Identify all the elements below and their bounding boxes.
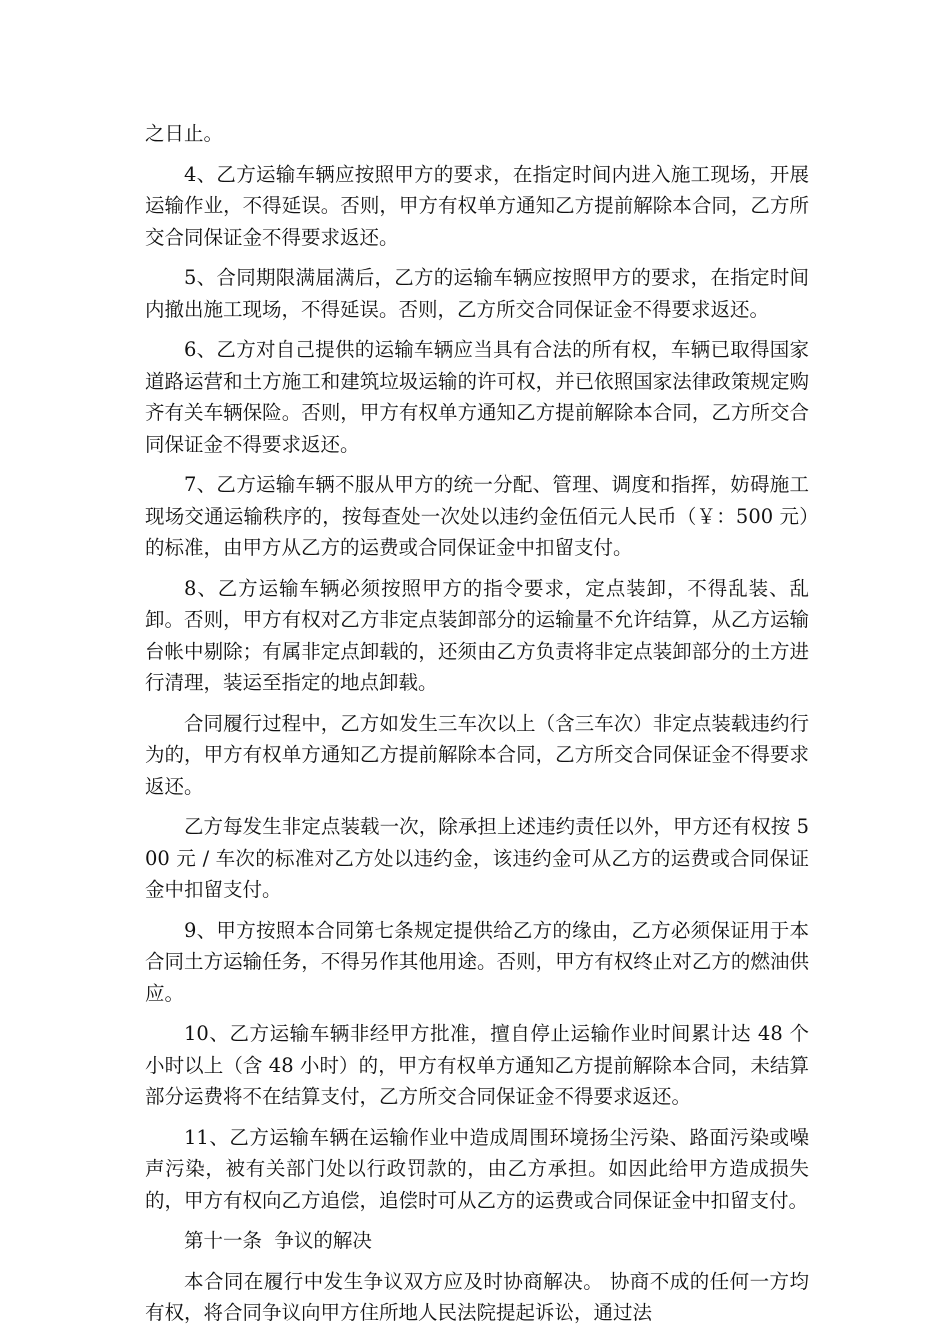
clause-4: 4、乙方运输车辆应按照甲方的要求，在指定时间内进入施工现场，开展运输作业，不得延误。否则，甲方有权单方通知乙方提前解除本合同，乙方所交合同保证金不得要求返还。 [145, 162, 809, 249]
clause-9: 9、甲方按照本合同第七条规定提供给乙方的缘由，乙方必须保证用于本合同土方运输任务，不得另作其他用途。否则，甲方有权终止对乙方的燃油供应。 [145, 918, 809, 1005]
clause-6: 6、乙方对自己提供的运输车辆应当具有合法的所有权，车辆已取得国家道路运营和土方施工和建筑垃圾运输的许可权，并已依照国家法律政策规定购齐有关车辆保险。否则，甲方有权单方通知乙方提前解除本合同，乙方所交合同保证金不得要求返还。 [145, 338, 809, 456]
clause-8-detail-2: 乙方每发生非定点装载一次，除承担上述违约责任以外，甲方还有权按 500 元 / 车次的标准对乙方处以违约金，该违约金可从乙方的运费或合同保证金中扣留支付。 [145, 815, 809, 901]
dispute-resolution-paragraph: 本合同在履行中发生争议双方应及时协商解决。 协商不成的任何一方均有权，将合同争议向甲方住所地人民法院提起诉讼，通过法 [145, 1269, 809, 1324]
clause-11: 11、乙方运输车辆在运输作业中造成周围环境扬尘污染、路面污染或噪声污染，被有关部门处以行政罚款的，由乙方承担。如因此给甲方造成损失的，甲方有权向乙方追偿，追偿时可从乙方的运费或合同保证金中扣留支付。 [145, 1125, 809, 1212]
clause-10: 10、乙方运输车辆非经甲方批准，擅自停止运输作业时间累计达 48 个小时以上（含 48 小时）的，甲方有权单方通知乙方提前解除本合同，未结算部分运费将不在结算支付，乙方所交合同保证金不得要求返还。 [145, 1022, 809, 1108]
document-page [145, 118, 809, 1338]
article-heading: 第十一条 争议的解决 [184, 1229, 372, 1252]
clause-8-detail-1: 合同履行过程中，乙方如发生三车次以上（含三车次）非定点装载违约行为的，甲方有权单方通知乙方提前解除本合同，乙方所交合同保证金不得要求返还。 [145, 711, 809, 798]
paragraph-continuation: 之日止。 [145, 122, 224, 145]
clause-8: 8、乙方运输车辆必须按照甲方的指令要求，定点装卸，不得乱装、乱卸。否则，甲方有权对乙方非定点装卸部分的运输量不允许结算，从乙方运输台帐中剔除；有属非定点卸载的，还须由乙方负责将非定点装卸部分的土方进行清理，装运至指定的地点卸载。 [145, 576, 809, 694]
clause-5: 5、合同期限满届满后，乙方的运输车辆应按照甲方的要求，在指定时间内撤出施工现场，不得延误。否则，乙方所交合同保证金不得要求返还。 [145, 266, 809, 321]
clause-7: 7、乙方运输车辆不服从甲方的统一分配、管理、调度和指挥，妨碍施工现场交通运输秩序的，按每查处一次处以违约金伍佰元人民币（￥：500 元）的标准，由甲方从乙方的运费或合同保证金中扣留支付。 [145, 473, 809, 559]
